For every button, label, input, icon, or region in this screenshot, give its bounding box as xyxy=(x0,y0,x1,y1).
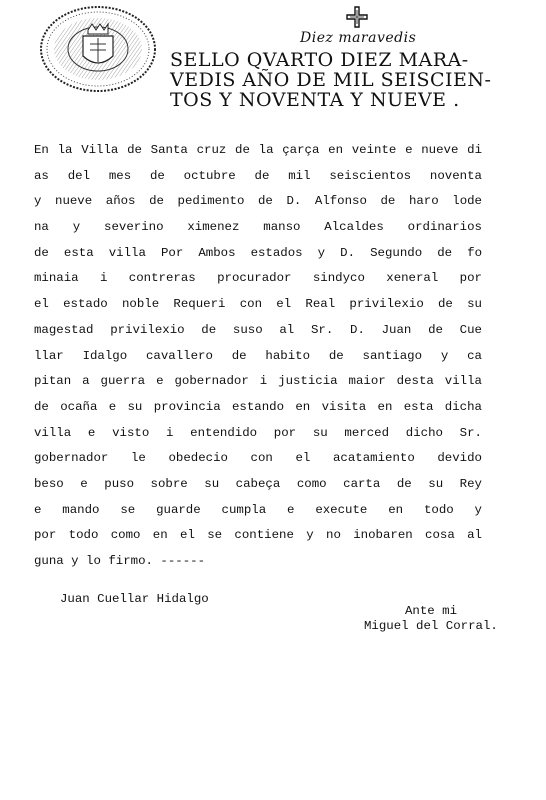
notary-name: Miguel del Corral. xyxy=(364,619,498,633)
stamp-heading-line: VEDIS AÑO DE MIL SEISCIEN- xyxy=(170,69,492,91)
cross-emblem-icon xyxy=(346,6,368,28)
body-line: gobernador le obedecio con el acatamiento devido xyxy=(34,451,482,466)
body-line: magestad privilexio de suso al Sr. D. Juan de Cue xyxy=(34,322,482,337)
body-line: e mando se guarde cumpla e execute en todo y xyxy=(34,502,482,517)
body-line: guna y lo firmo. ------ xyxy=(34,554,206,568)
body-line: minaia i contreras procurador sindyco xeneral por xyxy=(34,271,482,286)
body-line: por todo como en el se contiene y no inobaren cosa al xyxy=(34,528,482,543)
stamp-denomination: Diez maravedis xyxy=(300,30,417,46)
royal-seal-image xyxy=(38,4,158,94)
body-line: as del mes de octubre de mil seiscientos noventa xyxy=(34,168,482,183)
body-line: el estado noble Requeri con el Real privilexio de su xyxy=(34,297,482,312)
stamp-heading-line: TOS Y NOVENTA Y NUEVE . xyxy=(170,89,460,111)
body-line: villa e visto i entendido por su merced dicho Sr. xyxy=(34,425,482,440)
stamp-heading xyxy=(170,50,540,110)
body-line: En la Villa de Santa cruz de la çarça en veinte e nueve di xyxy=(34,143,482,157)
notary-title: Ante mi xyxy=(405,604,458,618)
signature-right xyxy=(364,604,524,634)
body-line: pitan a guerra e gobernador i justicia maior desta villa xyxy=(34,374,482,389)
body-line: de ocaña e su provincia estando en visita en esta dicha xyxy=(34,399,482,414)
body-line: beso e puso sobre su cabeça como carta de su Rey xyxy=(34,476,482,491)
body-line: y nueve años de pedimento de D. Alfonso de haro lode xyxy=(34,194,482,209)
signature-left: Juan Cuellar Hidalgo xyxy=(60,592,209,606)
stamp-heading-line: SELLO QVARTO DIEZ MARA- xyxy=(170,49,469,71)
body-line: na y severino ximenez manso Alcaldes ordinarios xyxy=(34,220,482,235)
body-line: de esta villa Por Ambos estados y D. Segundo de fo xyxy=(34,245,482,260)
body-line: llar Idalgo cavallero de habito de santiago y ca xyxy=(34,348,482,363)
document-body xyxy=(34,138,482,575)
